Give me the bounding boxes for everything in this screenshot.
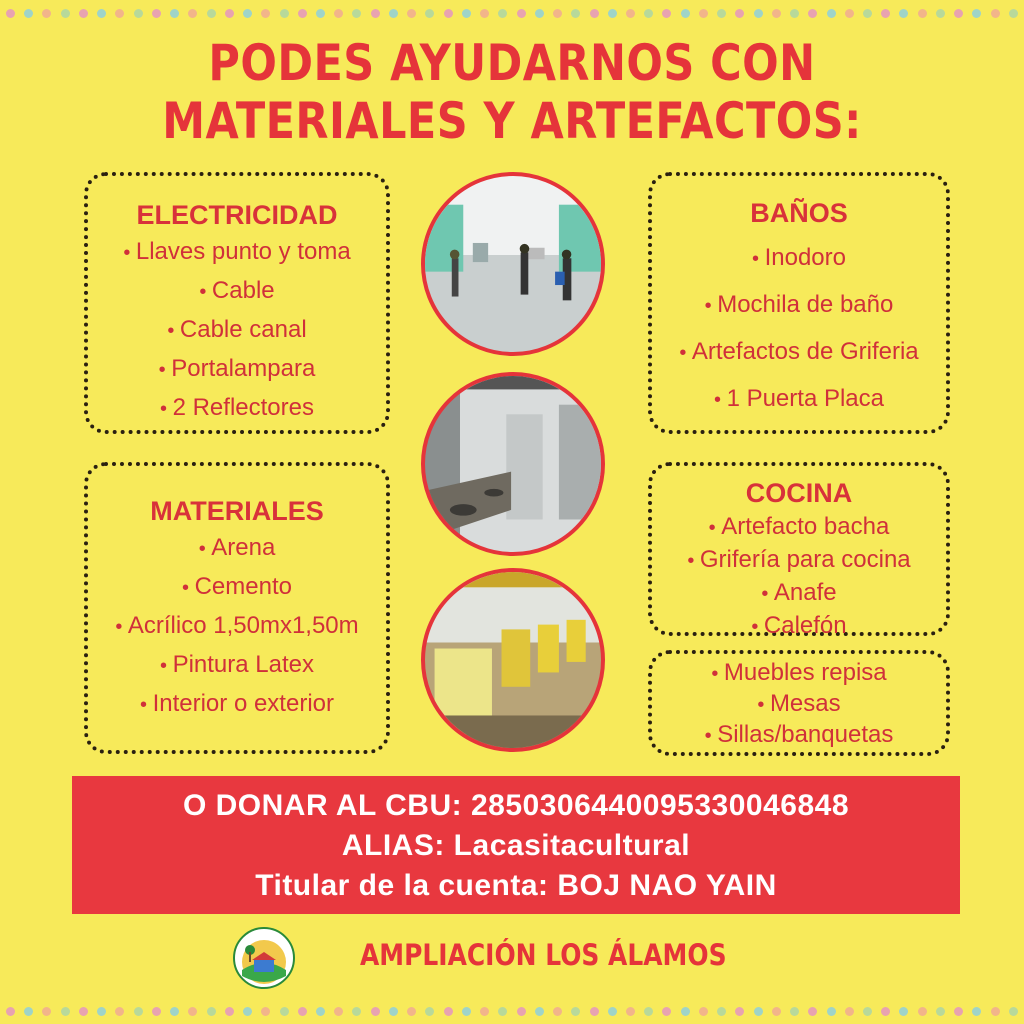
muebles-list (652, 658, 946, 751)
list-item: • Artefactos de Griferia (652, 329, 946, 376)
list-item: • Artefacto bacha (652, 511, 946, 544)
border-dot (881, 1007, 890, 1016)
alias-text: ALIAS: Lacasitacultural (341, 829, 691, 862)
border-dot (662, 1007, 671, 1016)
list-item: • Pintura Latex (88, 646, 386, 685)
cocina-box (648, 462, 950, 639)
border-dot (754, 9, 763, 18)
border-dot (808, 9, 817, 18)
border-dot (517, 9, 526, 18)
border-dot (389, 1007, 398, 1016)
border-dot (334, 9, 343, 18)
list-item: • 1 Puerta Placa (652, 376, 946, 423)
border-dot (407, 9, 416, 18)
border-dot (790, 1007, 799, 1016)
border-dot (845, 9, 854, 18)
list-item: • Arena (88, 529, 386, 568)
border-dot (717, 9, 726, 18)
list-item: • Portalampara (88, 350, 386, 389)
border-dot (115, 1007, 124, 1016)
border-dot (425, 9, 434, 18)
border-dot (498, 9, 507, 18)
border-dot (918, 9, 927, 18)
banos-list (652, 235, 946, 423)
title-line-1: PODES AYUDARNOS CON (208, 34, 816, 92)
border-dot (863, 1007, 872, 1016)
cocina-list (652, 511, 946, 643)
border-dot (134, 1007, 143, 1016)
border-dot (6, 9, 15, 18)
border-dot (899, 1007, 908, 1016)
border-dot (371, 1007, 380, 1016)
cbu-text: O DONAR AL CBU: 2850306440095330046848 (182, 789, 850, 822)
border-dot (936, 1007, 945, 1016)
border-dot (991, 1007, 1000, 1016)
border-dot (261, 1007, 270, 1016)
border-dot (61, 9, 70, 18)
border-dot (243, 1007, 252, 1016)
border-dot (152, 9, 161, 18)
border-dot (170, 1007, 179, 1016)
border-dot (498, 1007, 507, 1016)
list-item: • Sillas/banquetas (652, 720, 946, 751)
border-dot (480, 1007, 489, 1016)
border-dot (899, 9, 908, 18)
donation-banner (72, 776, 960, 914)
border-dot (42, 9, 51, 18)
list-item: • Calefón (652, 610, 946, 643)
banos-heading: BAÑOS (750, 198, 848, 228)
border-dot (827, 1007, 836, 1016)
border-dot (407, 1007, 416, 1016)
border-dot (571, 9, 580, 18)
page-title (72, 34, 953, 150)
border-dot (644, 9, 653, 18)
border-dot (298, 1007, 307, 1016)
border-dot (425, 1007, 434, 1016)
border-dot (626, 9, 635, 18)
border-dot (42, 1007, 51, 1016)
bathroom-photo (421, 372, 605, 556)
border-dot (24, 1007, 33, 1016)
border-dot (881, 9, 890, 18)
list-item: • Mochila de baño (652, 282, 946, 329)
muebles-box (648, 650, 950, 756)
electricidad-heading: ELECTRICIDAD (136, 200, 338, 230)
border-dot (954, 1007, 963, 1016)
border-dot (79, 9, 88, 18)
border-dot (972, 9, 981, 18)
electricidad-box (84, 172, 390, 434)
border-dot (152, 1007, 161, 1016)
bathroom-stalls-photo (421, 568, 605, 752)
list-item: • Inodoro (652, 235, 946, 282)
list-item: • Cable canal (88, 311, 386, 350)
border-dot (699, 1007, 708, 1016)
ampliacion-logo (232, 926, 296, 990)
border-dot (243, 9, 252, 18)
list-item: • Muebles repisa (652, 658, 946, 689)
border-dot (972, 1007, 981, 1016)
border-dot (462, 9, 471, 18)
border-dot (808, 1007, 817, 1016)
border-dot (918, 1007, 927, 1016)
border-dot (444, 1007, 453, 1016)
border-dot (936, 9, 945, 18)
bottom-dot-border (0, 1004, 1024, 1018)
border-dot (772, 1007, 781, 1016)
border-dot (115, 9, 124, 18)
banos-box (648, 172, 950, 434)
border-dot (97, 9, 106, 18)
title-line-2: MATERIALES Y ARTEFACTOS: (162, 92, 862, 150)
border-dot (334, 1007, 343, 1016)
border-dot (863, 9, 872, 18)
border-dot (207, 1007, 216, 1016)
border-dot (6, 1007, 15, 1016)
border-dot (590, 9, 599, 18)
border-dot (790, 9, 799, 18)
list-item: • Llaves punto y toma (88, 233, 386, 272)
list-item: • Cemento (88, 568, 386, 607)
room-photo (421, 172, 605, 356)
border-dot (352, 1007, 361, 1016)
border-dot (462, 1007, 471, 1016)
border-dot (608, 9, 617, 18)
border-dot (608, 1007, 617, 1016)
border-dot (754, 1007, 763, 1016)
border-dot (517, 1007, 526, 1016)
border-dot (24, 9, 33, 18)
list-item: • Mesas (652, 689, 946, 720)
border-dot (261, 9, 270, 18)
list-item: • Interior o exterior (88, 685, 386, 724)
border-dot (571, 1007, 580, 1016)
list-item: • Acrílico 1,50mx1,50m (88, 607, 386, 646)
border-dot (188, 1007, 197, 1016)
border-dot (61, 1007, 70, 1016)
border-dot (699, 9, 708, 18)
border-dot (827, 9, 836, 18)
titular-text: Titular de la cuenta: BOJ NAO YAIN (255, 869, 777, 902)
list-item: • Anafe (652, 577, 946, 610)
border-dot (316, 9, 325, 18)
border-dot (389, 9, 398, 18)
list-item: • Cable (88, 272, 386, 311)
border-dot (1009, 1007, 1018, 1016)
border-dot (772, 9, 781, 18)
border-dot (1009, 9, 1018, 18)
border-dot (717, 1007, 726, 1016)
materiales-heading: MATERIALES (150, 496, 324, 526)
border-dot (590, 1007, 599, 1016)
border-dot (170, 9, 179, 18)
border-dot (188, 9, 197, 18)
border-dot (316, 1007, 325, 1016)
border-dot (134, 9, 143, 18)
materiales-box (84, 462, 390, 754)
border-dot (681, 9, 690, 18)
border-dot (298, 9, 307, 18)
border-dot (681, 1007, 690, 1016)
border-dot (371, 9, 380, 18)
border-dot (735, 1007, 744, 1016)
border-dot (97, 1007, 106, 1016)
footer-title: AMPLIACIÓN LOS ÁLAMOS (360, 938, 727, 972)
border-dot (644, 1007, 653, 1016)
border-dot (280, 9, 289, 18)
border-dot (626, 1007, 635, 1016)
border-dot (735, 9, 744, 18)
electricidad-list (88, 233, 386, 428)
border-dot (954, 9, 963, 18)
border-dot (553, 9, 562, 18)
top-dot-border (0, 6, 1024, 20)
border-dot (207, 9, 216, 18)
border-dot (553, 1007, 562, 1016)
materiales-list (88, 529, 386, 724)
list-item: • 2 Reflectores (88, 389, 386, 428)
border-dot (225, 9, 234, 18)
border-dot (444, 9, 453, 18)
border-dot (662, 9, 671, 18)
border-dot (535, 9, 544, 18)
border-dot (480, 9, 489, 18)
list-item: • Grifería para cocina (652, 544, 946, 577)
border-dot (280, 1007, 289, 1016)
cocina-heading: COCINA (745, 478, 853, 508)
border-dot (225, 1007, 234, 1016)
border-dot (79, 1007, 88, 1016)
border-dot (352, 9, 361, 18)
border-dot (845, 1007, 854, 1016)
border-dot (535, 1007, 544, 1016)
border-dot (991, 9, 1000, 18)
